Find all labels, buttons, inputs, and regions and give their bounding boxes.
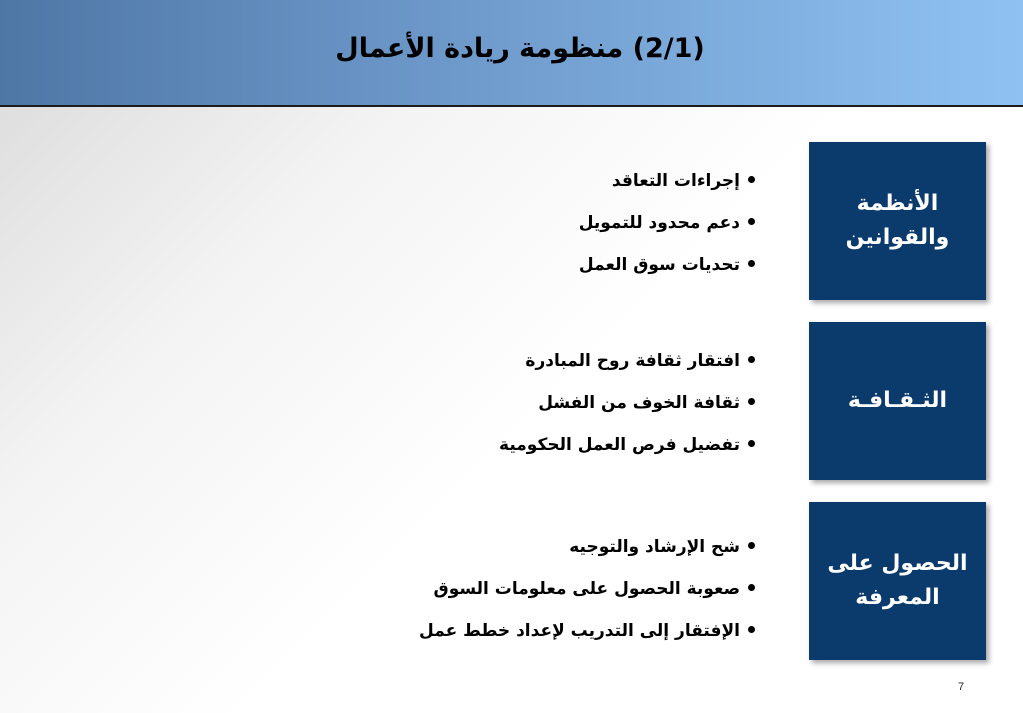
bullet-icon <box>748 626 755 633</box>
bullet-icon <box>748 584 755 591</box>
slide-header <box>0 0 1023 107</box>
list-item: إجراءات التعاقد <box>335 160 755 202</box>
bullet-icon <box>748 356 755 363</box>
list-item: شح الإرشاد والتوجيه <box>335 526 755 568</box>
list-item: صعوبة الحصول على معلومات السوق <box>335 568 755 610</box>
list-item: الإفتقار إلى التدريب لإعداد خطط عمل <box>335 610 755 652</box>
category-box-knowledge <box>809 502 986 660</box>
bullet-list-regulations <box>335 160 755 286</box>
list-item: تفضيل فرص العمل الحكومية <box>335 424 755 466</box>
bullet-list-knowledge <box>335 526 755 652</box>
slide-title: (2/1) منظومة ريادة الأعمال <box>335 33 705 64</box>
list-item: دعم محدود للتمويل <box>335 202 755 244</box>
category-label: الأنظمة والقوانين <box>845 191 950 250</box>
category-label: الحصول على المعرفة <box>827 551 968 610</box>
bullet-list-culture <box>335 340 755 466</box>
list-item: افتقار ثقافة روح المبادرة <box>335 340 755 382</box>
category-label: الثـقـافـة <box>847 388 948 413</box>
page-number: 7 <box>958 681 965 693</box>
bullet-icon <box>748 542 755 549</box>
list-item: ثقافة الخوف من الفشل <box>335 382 755 424</box>
list-item: تحديات سوق العمل <box>335 244 755 286</box>
bullet-icon <box>748 260 755 267</box>
category-box-culture <box>809 322 986 480</box>
bullet-icon <box>748 176 755 183</box>
category-box-regulations <box>809 142 986 300</box>
bullet-icon <box>748 218 755 225</box>
bullet-icon <box>748 440 755 447</box>
bullet-icon <box>748 398 755 405</box>
